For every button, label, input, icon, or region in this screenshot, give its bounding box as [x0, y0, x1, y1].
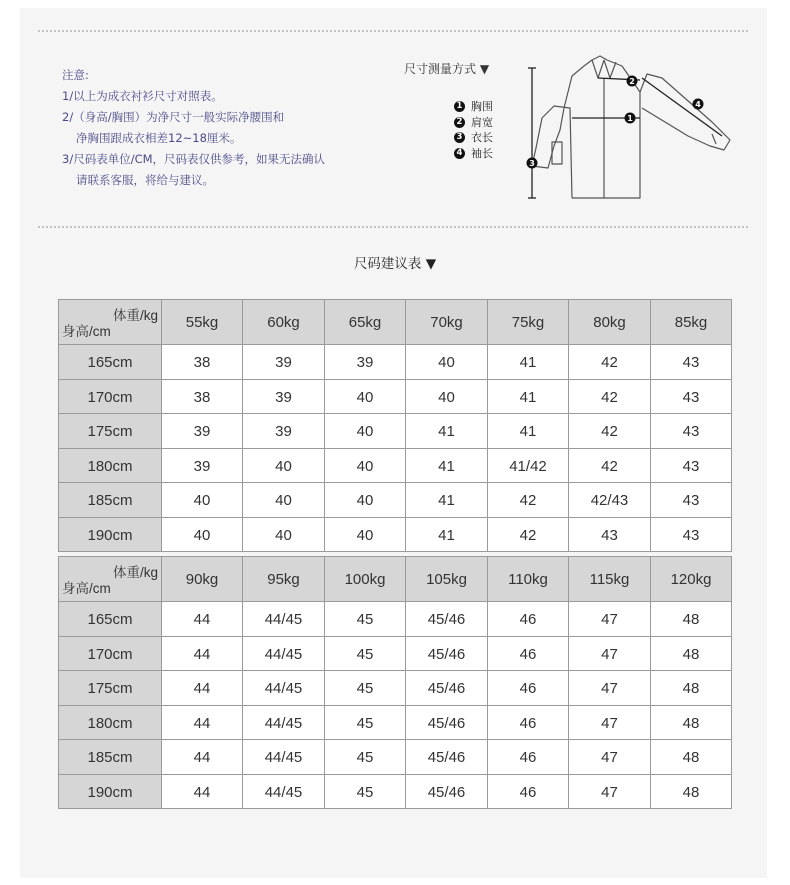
size-cell: 47 — [569, 705, 651, 740]
size-cell: 42 — [488, 517, 569, 552]
size-cell: 39 — [243, 379, 325, 414]
size-cell: 44/45 — [243, 636, 325, 671]
weight-header: 115kg — [569, 557, 651, 602]
size-cell: 39 — [325, 345, 406, 380]
size-cell: 40 — [325, 483, 406, 518]
size-cell: 39 — [162, 448, 243, 483]
legend-label: 衣长 — [471, 131, 493, 144]
table-row — [59, 671, 732, 706]
height-header: 190cm — [59, 517, 162, 552]
size-cell: 44 — [162, 774, 243, 809]
size-cell: 48 — [651, 636, 732, 671]
table-row — [59, 448, 732, 483]
size-cell: 42 — [569, 448, 651, 483]
table-row — [59, 483, 732, 518]
height-axis-label: 身高/cm — [62, 324, 111, 339]
size-cell: 42 — [569, 379, 651, 414]
measure-title — [404, 60, 489, 77]
size-cell: 41 — [488, 414, 569, 449]
size-cell: 45/46 — [406, 705, 488, 740]
size-cell: 44 — [162, 705, 243, 740]
height-header: 170cm — [59, 379, 162, 414]
size-cell: 45/46 — [406, 636, 488, 671]
size-cell: 45 — [325, 602, 406, 637]
svg-text:2: 2 — [629, 77, 635, 86]
legend-label: 肩宽 — [471, 115, 493, 129]
height-header: 185cm — [59, 740, 162, 775]
weight-header: 90kg — [162, 557, 243, 602]
table-title — [0, 252, 790, 272]
size-cell: 40 — [162, 517, 243, 552]
size-cell: 46 — [488, 671, 569, 706]
size-table-2 — [58, 556, 732, 809]
middle-divider — [38, 226, 748, 228]
table-row — [59, 414, 732, 449]
weight-header: 75kg — [488, 300, 569, 345]
size-cell: 43 — [651, 517, 732, 552]
weight-header: 110kg — [488, 557, 569, 602]
number-4-icon: 4 — [454, 148, 465, 159]
size-cell: 44 — [162, 636, 243, 671]
table-row — [59, 517, 732, 552]
notes-heading: 注意: — [62, 68, 89, 82]
weight-header: 95kg — [243, 557, 325, 602]
svg-text:1: 1 — [627, 114, 633, 123]
table-row — [59, 379, 732, 414]
shirt-diagram-icon — [512, 48, 742, 208]
note-2: 2/（身高/胸围）为净尺寸一般实际净腰围和 — [62, 110, 285, 124]
size-cell: 41 — [406, 517, 488, 552]
size-cell: 47 — [569, 774, 651, 809]
size-cell: 40 — [325, 517, 406, 552]
size-cell: 43 — [651, 379, 732, 414]
height-header: 165cm — [59, 602, 162, 637]
weight-header: 80kg — [569, 300, 651, 345]
size-cell: 44/45 — [243, 602, 325, 637]
size-cell: 45 — [325, 705, 406, 740]
size-cell: 43 — [651, 345, 732, 380]
weight-axis-label: 体重/kg — [112, 565, 158, 580]
size-cell: 42 — [569, 414, 651, 449]
size-cell: 43 — [651, 414, 732, 449]
weight-header: 70kg — [406, 300, 488, 345]
legend-item — [454, 130, 493, 146]
size-cell: 43 — [651, 448, 732, 483]
height-header: 190cm — [59, 774, 162, 809]
size-cell: 45/46 — [406, 740, 488, 775]
height-header: 185cm — [59, 483, 162, 518]
top-divider — [38, 30, 748, 32]
table-row — [59, 774, 732, 809]
size-cell: 45/46 — [406, 774, 488, 809]
size-cell: 46 — [488, 774, 569, 809]
table-row — [59, 740, 732, 775]
size-cell: 40 — [325, 448, 406, 483]
table-row — [59, 602, 732, 637]
height-axis-label: 身高/cm — [62, 581, 111, 596]
svg-text:3: 3 — [529, 159, 535, 168]
number-3-icon: 3 — [454, 132, 465, 143]
height-header: 175cm — [59, 414, 162, 449]
svg-text:4: 4 — [695, 100, 701, 109]
number-1-icon: 1 — [454, 101, 465, 112]
height-header: 170cm — [59, 636, 162, 671]
note-3: 3/尺码表单位/CM，尺码表仅供参考，如果无法确认 — [62, 152, 326, 166]
size-cell: 44 — [162, 671, 243, 706]
size-cell: 45 — [325, 636, 406, 671]
size-cell: 42 — [488, 483, 569, 518]
size-cell: 41 — [406, 448, 488, 483]
size-cell: 40 — [243, 448, 325, 483]
size-cell: 41 — [406, 414, 488, 449]
size-cell: 40 — [406, 345, 488, 380]
size-cell: 47 — [569, 602, 651, 637]
size-cell: 39 — [243, 414, 325, 449]
weight-axis-label: 体重/kg — [112, 308, 158, 323]
size-cell: 39 — [162, 414, 243, 449]
size-cell: 41 — [488, 345, 569, 380]
note-1: 1/以上为成衣衬衫尺寸对照表。 — [62, 89, 223, 103]
size-cell: 45/46 — [406, 602, 488, 637]
size-cell: 48 — [651, 740, 732, 775]
size-cell: 41 — [488, 379, 569, 414]
size-cell: 44/45 — [243, 740, 325, 775]
size-cell: 40 — [406, 379, 488, 414]
size-cell: 47 — [569, 671, 651, 706]
size-cell: 46 — [488, 636, 569, 671]
size-cell: 48 — [651, 602, 732, 637]
table-header-row — [59, 557, 732, 602]
weight-header: 105kg — [406, 557, 488, 602]
size-cell: 47 — [569, 636, 651, 671]
size-cell: 46 — [488, 740, 569, 775]
corner-cell — [59, 300, 162, 345]
weight-header: 65kg — [325, 300, 406, 345]
size-cell: 48 — [651, 705, 732, 740]
table-row — [59, 345, 732, 380]
size-cell: 42/43 — [569, 483, 651, 518]
size-cell: 45 — [325, 774, 406, 809]
weight-header: 100kg — [325, 557, 406, 602]
size-cell: 40 — [243, 483, 325, 518]
legend-label: 胸围 — [471, 100, 493, 113]
dropdown-arrow-icon: ▼ — [425, 256, 437, 272]
height-header: 180cm — [59, 705, 162, 740]
weight-header: 85kg — [651, 300, 732, 345]
note-2-cont: 净胸围跟成衣相差12~18厘米。 — [76, 131, 242, 145]
legend-item — [454, 146, 493, 162]
weight-header: 120kg — [651, 557, 732, 602]
dropdown-arrow-icon: ▼ — [479, 62, 490, 76]
size-cell: 46 — [488, 602, 569, 637]
size-cell: 48 — [651, 774, 732, 809]
size-cell: 44 — [162, 740, 243, 775]
height-header: 175cm — [59, 671, 162, 706]
legend-label: 袖长 — [471, 146, 493, 160]
table-header-row — [59, 300, 732, 345]
size-cell: 42 — [569, 345, 651, 380]
legend-item — [454, 115, 493, 131]
size-cell: 44/45 — [243, 774, 325, 809]
height-header: 180cm — [59, 448, 162, 483]
size-cell: 45/46 — [406, 671, 488, 706]
size-cell: 43 — [569, 517, 651, 552]
size-cell: 46 — [488, 705, 569, 740]
size-cell: 40 — [162, 483, 243, 518]
note-3-cont: 请联系客服，将给与建议。 — [76, 173, 214, 187]
size-cell: 39 — [243, 345, 325, 380]
notes-block — [62, 65, 392, 191]
weight-header: 55kg — [162, 300, 243, 345]
size-cell: 45 — [325, 671, 406, 706]
size-cell: 48 — [651, 671, 732, 706]
size-cell: 43 — [651, 483, 732, 518]
weight-header: 60kg — [243, 300, 325, 345]
size-cell: 47 — [569, 740, 651, 775]
size-cell: 44/45 — [243, 705, 325, 740]
size-cell: 41 — [406, 483, 488, 518]
table-row — [59, 705, 732, 740]
table-row — [59, 636, 732, 671]
size-cell: 44 — [162, 602, 243, 637]
corner-cell — [59, 557, 162, 602]
size-table-1 — [58, 299, 732, 552]
size-cell: 40 — [325, 379, 406, 414]
size-cell: 41/42 — [488, 448, 569, 483]
measure-title-text: 尺寸测量方式 — [404, 62, 477, 76]
legend-item — [454, 99, 493, 115]
table-title-text: 尺码建议表 — [353, 256, 422, 272]
height-header: 165cm — [59, 345, 162, 380]
size-cell: 38 — [162, 379, 243, 414]
size-cell: 40 — [243, 517, 325, 552]
size-cell: 40 — [325, 414, 406, 449]
measure-legend — [454, 99, 493, 161]
size-cell: 38 — [162, 345, 243, 380]
number-2-icon: 2 — [454, 117, 465, 128]
size-cell: 45 — [325, 740, 406, 775]
size-cell: 44/45 — [243, 671, 325, 706]
